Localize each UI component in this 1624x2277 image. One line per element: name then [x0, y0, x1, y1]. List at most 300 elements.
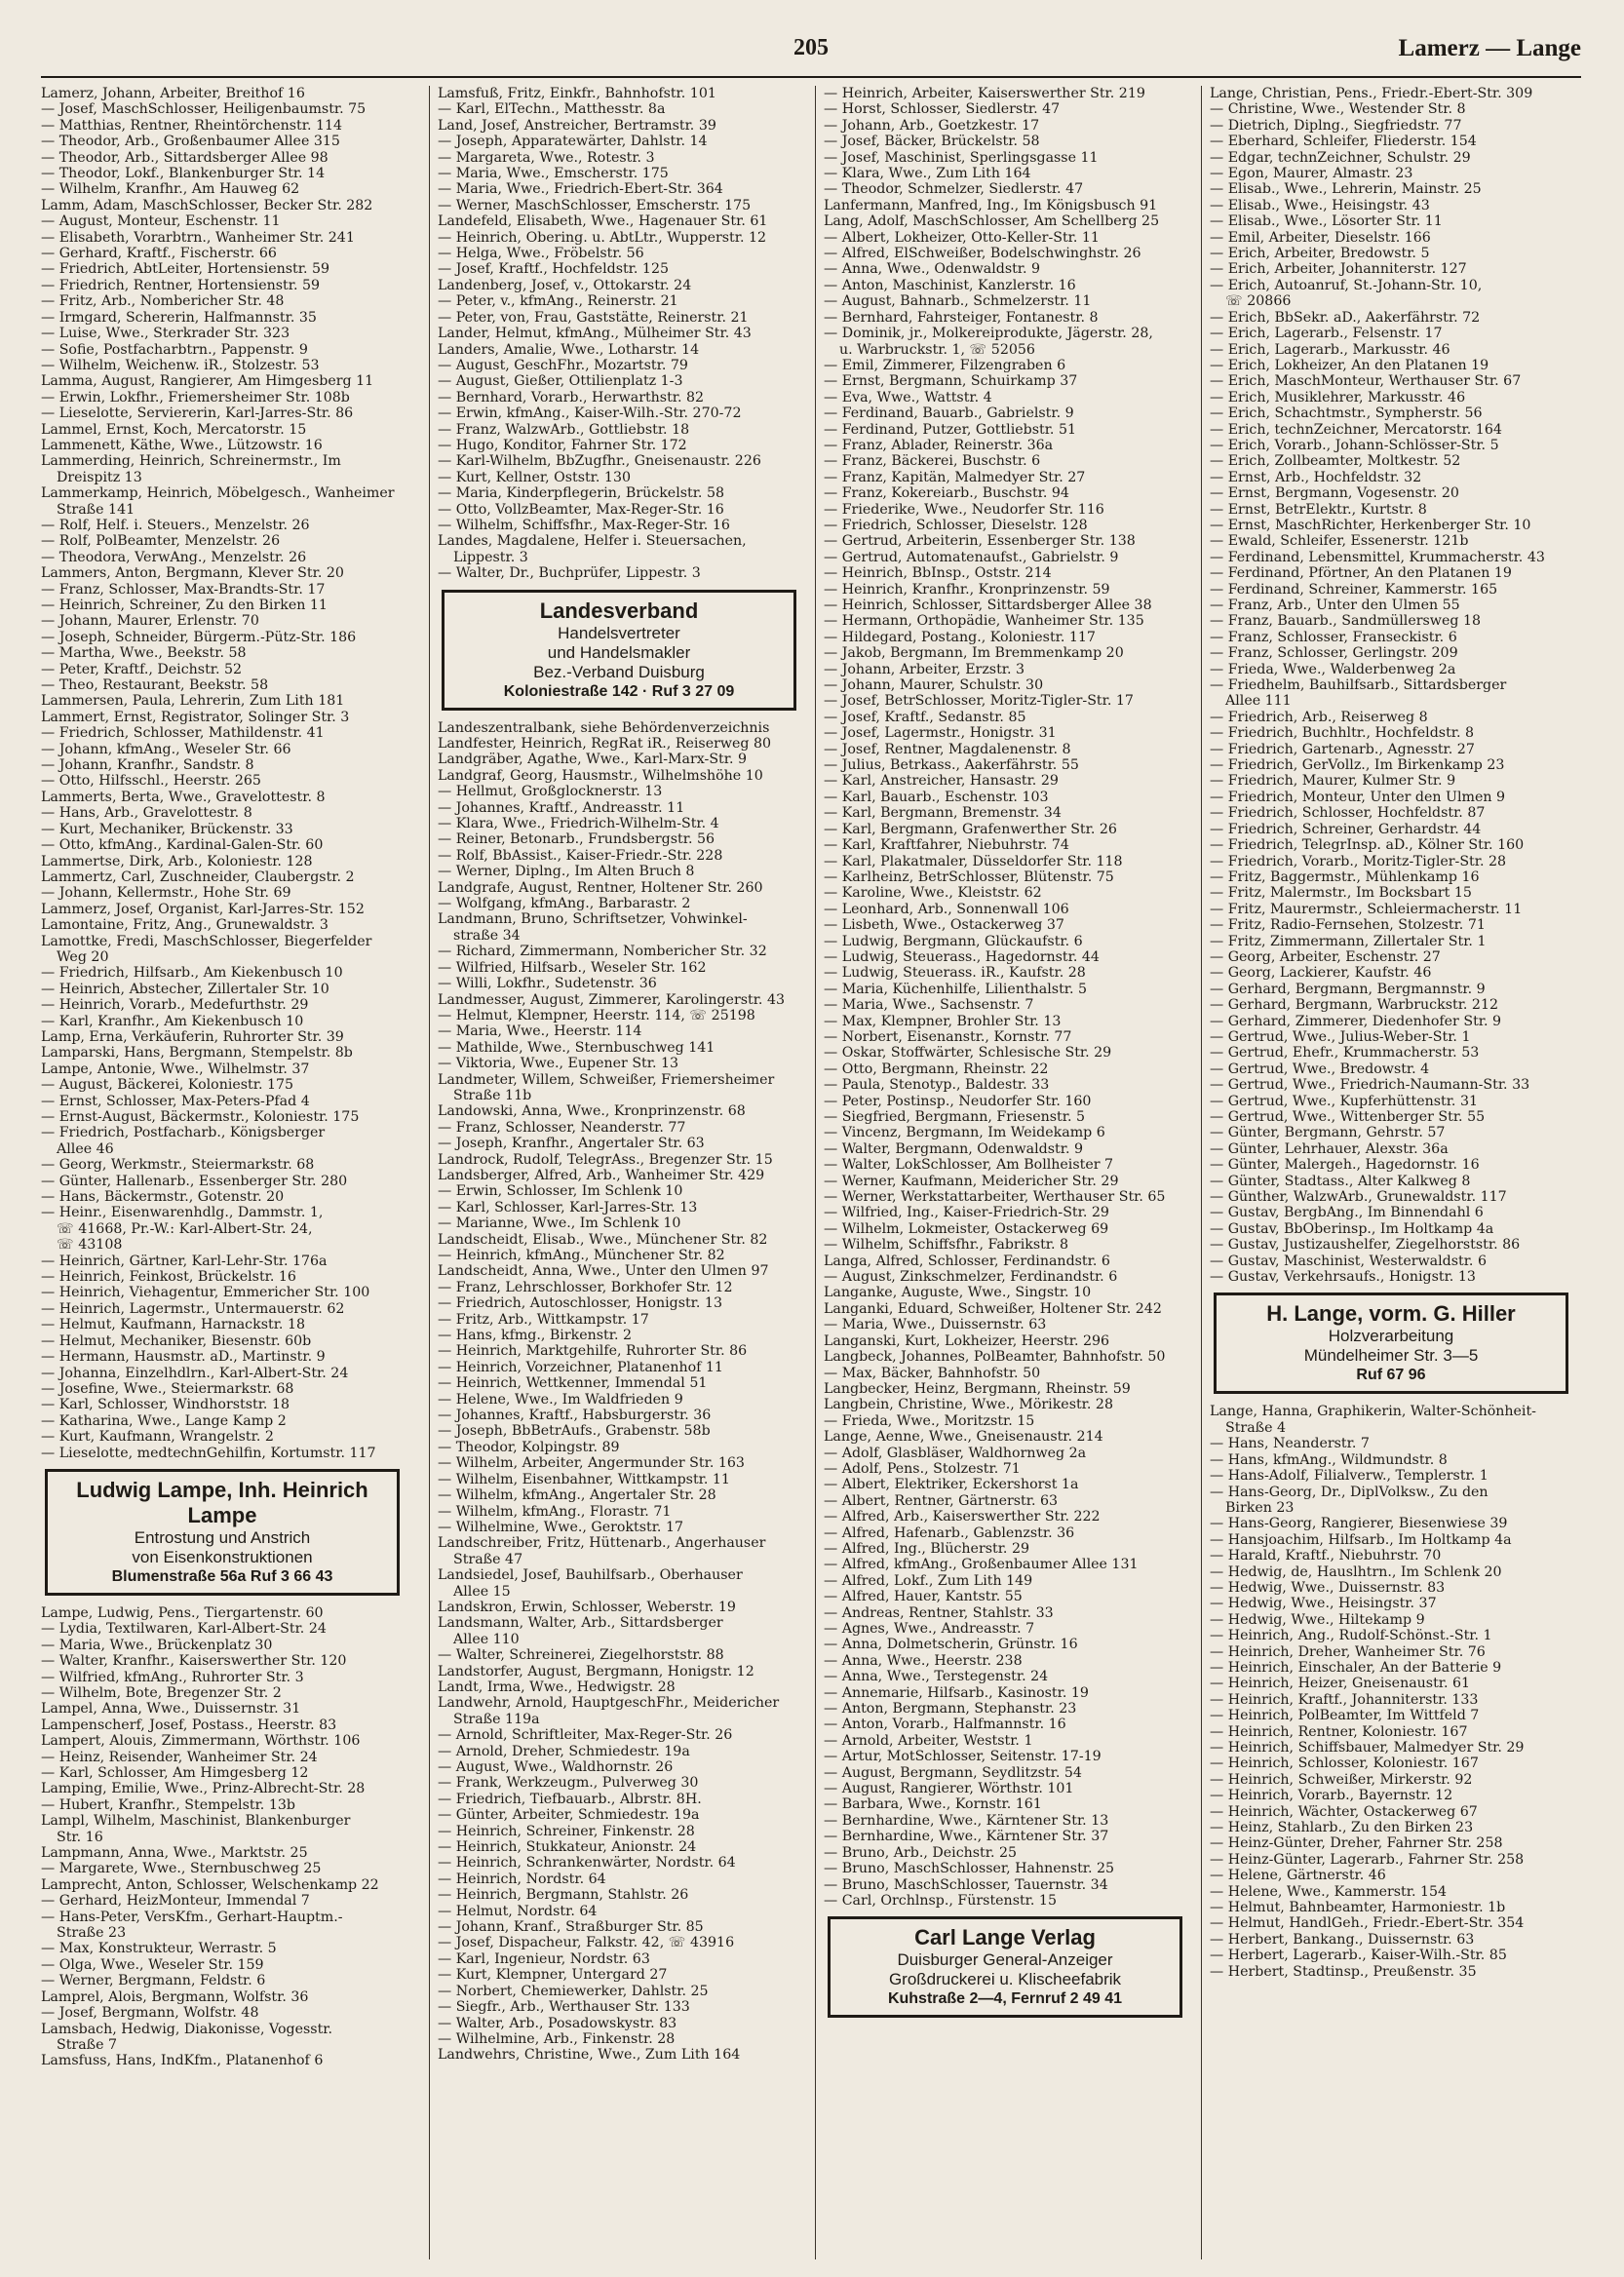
directory-entry: — Heinrich, Lagermstr., Untermauerstr. 62	[41, 1300, 345, 1317]
directory-entry: ☏ 41668, Pr.-W.: Karl-Albert-Str. 24,	[57, 1220, 313, 1237]
directory-entry: — Franz, Schlosser, Franseckistr. 6	[1210, 629, 1457, 645]
directory-entry: — Gerhard, Zimmerer, Diedenhofer Str. 9	[1210, 1013, 1502, 1029]
directory-entry: — Hans, Arb., Gravelottestr. 8	[41, 805, 252, 822]
directory-entry: — Johannes, Kraftf., Habsburgerstr. 36	[438, 1408, 712, 1424]
directory-entry: — Barbara, Wwe., Kornstr. 161	[824, 1796, 1042, 1813]
directory-entry: — Alfred, Arb., Kaiserswerther Str. 222	[824, 1509, 1101, 1525]
directory-entry: Lammerkamp, Heinrich, Möbelgesch., Wanheimer	[41, 485, 395, 502]
directory-entry: Landmeter, Willem, Schweißer, Friemersheimer	[438, 1071, 775, 1088]
directory-entry: Lange, Aenne, Wwe., Gneisenaustr. 214	[824, 1429, 1103, 1446]
directory-entry: — Ernst, MaschRichter, Herkenberger Str. 10	[1210, 517, 1531, 533]
directory-entry: — Gerhard, HeizMonteur, Immendal 7	[41, 1893, 310, 1910]
directory-entry: — Wilfried, Hilfsarb., Weseler Str. 162	[438, 959, 707, 976]
directory-entry: — Franz, Kokereiarb., Buschstr. 94	[824, 485, 1069, 502]
directory-entry: — Ernst, Bergmann, Schuirkamp 37	[824, 373, 1078, 390]
directory-entry: — Karl, Bauarb., Eschenstr. 103	[824, 789, 1049, 805]
advertisement-line: Handelsvertreter	[558, 623, 680, 642]
directory-entry: — Karl, Kraftfahrer, Niebuhrstr. 74	[824, 837, 1069, 854]
directory-entry: — Franz, Bäckerei, Buschstr. 6	[824, 453, 1041, 470]
directory-entry: — Bruno, MaschSchlosser, Tauernstr. 34	[824, 1876, 1108, 1893]
directory-entry: — Fritz, Radio-Fernsehen, Stolzestr. 71	[1210, 917, 1486, 934]
directory-entry: — Helmut, HandlGeh., Friedr.-Ebert-Str. 354	[1210, 1915, 1525, 1932]
directory-entry: Lampert, Alouis, Zimmermann, Wörthstr. 106	[41, 1733, 361, 1750]
directory-entry: — Werner, Kaufmann, Meidericher Str. 29	[824, 1173, 1119, 1189]
directory-entry: — Maria, Wwe., Friedrich-Ebert-Str. 364	[438, 181, 723, 198]
directory-entry: — Karl, Kranfhr., Am Kiekenbusch 10	[41, 1013, 304, 1029]
directory-entry: Lammertz, Carl, Zuschneider, Claubergstr. 2	[41, 868, 355, 885]
directory-entry: — Kurt, Klempner, Untergard 27	[438, 1967, 668, 1984]
directory-entry: Langanski, Kurt, Lokheizer, Heerstr. 296	[824, 1332, 1110, 1349]
directory-entry: — Albert, Lokheizer, Otto-Keller-Str. 11	[824, 229, 1100, 246]
directory-entry: Landgraf, Georg, Hausmstr., Wilhelmshöhe 10	[438, 767, 763, 784]
directory-entry: — Theodor, Arb., Sittardsberger Allee 98	[41, 149, 329, 166]
directory-entry: Lamping, Emilie, Wwe., Prinz-Albrecht-Str. 28	[41, 1781, 366, 1797]
directory-entry: — Klara, Wwe., Zum Lith 164	[824, 166, 1031, 182]
directory-entry: — Heinrich, Ang., Rudolf-Schönst.-Str. 1	[1210, 1628, 1492, 1644]
directory-entry: — Friederike, Wwe., Neudorfer Str. 116	[824, 501, 1104, 518]
directory-entry: — Karl, Schlosser, Am Himgesberg 12	[41, 1765, 309, 1781]
directory-entry: — Eva, Wwe., Wattstr. 4	[824, 389, 992, 405]
directory-entry: — Anton, Vorarb., Halfmannstr. 16	[824, 1717, 1066, 1733]
directory-entry: Straße 7	[57, 2036, 118, 2053]
running-head: Lamerz — Lange	[1398, 35, 1581, 61]
directory-entry: Langa, Alfred, Schlosser, Ferdinandstr. 6	[824, 1253, 1110, 1269]
advertisement-line: Ludwig Lampe, Inh. Heinrich Lampe	[76, 1477, 368, 1527]
directory-entry: — Anton, Maschinist, Kanzlerstr. 16	[824, 277, 1076, 293]
directory-entry: Straße 23	[57, 1925, 127, 1942]
directory-entry: — Herbert, Bankang., Duissernstr. 63	[1210, 1931, 1475, 1948]
directory-entry: — Ludwig, Steuerass., Hagedornstr. 44	[824, 948, 1100, 965]
directory-entry: Land, Josef, Anstreicher, Bertramstr. 39	[438, 117, 716, 134]
directory-entry: — Hans, Neanderstr. 7	[1210, 1436, 1370, 1452]
directory-entry: — Heinrich, Einschaler, An der Batterie 9	[1210, 1659, 1502, 1676]
directory-entry: — Sofie, Postfacharbtrn., Pappenstr. 9	[41, 341, 308, 358]
directory-entry: Landscheidt, Elisab., Wwe., Münchener Str. 82	[438, 1231, 768, 1248]
directory-entry: — Günter, Malergeh., Hagedornstr. 16	[1210, 1157, 1480, 1174]
directory-entry: — Georg, Werkmstr., Steiermarkstr. 68	[41, 1157, 315, 1174]
advertisement-line: Entrostung und Anstrich	[134, 1527, 311, 1547]
directory-entry: — Peter, Postinsp., Neudorfer Str. 160	[824, 1093, 1092, 1109]
directory-entry: — Theo, Restaurant, Beekstr. 58	[41, 677, 269, 694]
directory-entry: — Frieda, Wwe., Moritzstr. 15	[824, 1412, 1035, 1429]
directory-entry: — Julius, Betrkass., Aakerfährstr. 55	[824, 757, 1079, 774]
directory-entry: — Heinz, Stahlarb., Zu den Birken 23	[1210, 1820, 1474, 1836]
advertisement-box	[45, 1469, 400, 1596]
directory-entry: — Gustav, Verkehrsaufs., Honigstr. 13	[1210, 1269, 1476, 1286]
directory-entry: Lamparski, Hans, Bergmann, Stempelstr. 8b	[41, 1045, 353, 1061]
directory-entry: — Frank, Werkzeugm., Pulverweg 30	[438, 1775, 699, 1792]
directory-entry: — Maria, Wwe., Heerstr. 114	[438, 1023, 642, 1040]
directory-entry: — Josef, Kraftf., Hochfeldstr. 125	[438, 261, 670, 278]
directory-entry: — Oskar, Stoffwärter, Schlesische Str. 29	[824, 1045, 1112, 1061]
directory-entry: — Franz, Kapitän, Malmedyer Str. 27	[824, 469, 1086, 485]
directory-entry: — Kurt, Kaufmann, Wrangelstr. 2	[41, 1429, 274, 1446]
directory-entry: — Karlheinz, BetrSchlosser, Blütenstr. 75	[824, 868, 1114, 885]
directory-entry: Langanke, Auguste, Wwe., Singstr. 10	[824, 1285, 1092, 1301]
directory-entry: Landscheidt, Anna, Wwe., Unter den Ulmen 97	[438, 1263, 769, 1280]
directory-entry: — Karl-Wilhelm, BbZugfhr., Gneisenaustr. 226	[438, 453, 761, 470]
directory-entry: — Friedrich, Gartenarb., Agnesstr. 27	[1210, 741, 1475, 757]
directory-entry: — Maria, Wwe., Brückenplatz 30	[41, 1637, 273, 1653]
advertisement-line: Kuhstraße 2—4, Fernruf 2 49 41	[887, 1990, 1123, 2008]
advertisement-line: Koloniestraße 142 · Ruf 3 27 09	[503, 682, 735, 700]
directory-entry: — Ferdinand, Bauarb., Gabrielstr. 9	[824, 405, 1074, 422]
directory-entry: — Heinrich, kfmAng., Münchener Str. 82	[438, 1248, 725, 1263]
directory-entry: — Friedrich, Rentner, Hortensienstr. 59	[41, 277, 321, 293]
directory-entry: Lange, Christian, Pens., Friedr.-Ebert-Str. 309	[1210, 86, 1533, 101]
directory-entry: — Hermann, Hausmstr. aD., Martinstr. 9	[41, 1349, 326, 1366]
directory-entry: — Walter, Schreinerei, Ziegelhorststr. 88	[438, 1647, 724, 1664]
directory-entry: — Arnold, Dreher, Schmiedestr. 19a	[438, 1743, 690, 1759]
directory-entry: — Josef, BetrSchlosser, Moritz-Tigler-Str. 17	[824, 693, 1134, 710]
directory-entry: — Maria, Küchenhilfe, Lilienthalstr. 5	[824, 981, 1088, 997]
directory-entry: — Maria, Wwe., Sachsenstr. 7	[824, 997, 1034, 1014]
directory-entry: — Johann, kfmAng., Weseler Str. 66	[41, 741, 291, 757]
directory-entry: — Erich, Musiklehrer, Markusstr. 46	[1210, 389, 1466, 405]
directory-entry: — Gustav, BbOberinsp., Im Holtkamp 4a	[1210, 1220, 1494, 1237]
directory-entry: — Ernst, BetrElektr., Kurtstr. 8	[1210, 501, 1427, 518]
directory-entry: Lamma, August, Rangierer, Am Himgesberg 11	[41, 373, 374, 390]
directory-entry: — Wilhelm, Schiffsfhr., Max-Reger-Str. 16	[438, 517, 730, 533]
directory-entry: — Max, Klempner, Brohler Str. 13	[824, 1013, 1062, 1029]
directory-entry: — Johann, Arb., Goetzkestr. 17	[824, 117, 1040, 134]
directory-entry: — Wilhelm, Kranfhr., Am Hauweg 62	[41, 181, 300, 198]
directory-entry: — Bernhard, Vorarb., Herwarthstr. 82	[438, 389, 705, 405]
directory-entry: — Heinrich, Kranfhr., Kronprinzenstr. 59	[824, 581, 1110, 598]
directory-entry: — Elisab., Wwe., Lösorter Str. 11	[1210, 213, 1443, 230]
directory-entry: — Wilhelm, Schiffsfhr., Fabrikstr. 8	[824, 1237, 1069, 1254]
directory-entry: — Hans-Georg, Rangierer, Biesenwiese 39	[1210, 1516, 1508, 1532]
directory-entry: Lamontaine, Fritz, Ang., Grunewaldstr. 3	[41, 917, 329, 934]
directory-entry: — Karl, ElTechn., Matthesstr. 8a	[438, 101, 666, 118]
directory-entry: — Arnold, Schriftleiter, Max-Reger-Str. 26	[438, 1727, 733, 1744]
directory-entry: — Karl, Anstreicher, Hansastr. 29	[824, 773, 1059, 790]
page-header	[41, 29, 1581, 72]
directory-entry: — Josefine, Wwe., Steiermarkstr. 68	[41, 1380, 294, 1397]
directory-entry: — August, Monteur, Eschenstr. 11	[41, 213, 281, 230]
directory-entry: — Erwin, kfmAng., Kaiser-Wilh.-Str. 270-72	[438, 405, 742, 422]
directory-entry: — Marianne, Wwe., Im Schlenk 10	[438, 1216, 681, 1232]
directory-entry: — Lydia, Textilwaren, Karl-Albert-Str. 24	[41, 1621, 327, 1638]
directory-entry: — Anna, Dolmetscherin, Grünstr. 16	[824, 1637, 1078, 1653]
directory-entry: — Heinrich, Vorzeichner, Platanenhof 11	[438, 1359, 723, 1375]
directory-entry: — Friedrich, Schreiner, Gerhardstr. 44	[1210, 821, 1482, 837]
directory-entry: — Heinrich, PolBeamter, Im Wittfeld 7	[1210, 1708, 1480, 1724]
directory-entry: Lammerding, Heinrich, Schreinermstr., Im	[41, 453, 341, 470]
directory-entry: — Günter, Arbeiter, Schmiedestr. 19a	[438, 1807, 700, 1824]
directory-entry: — Siegfried, Bergmann, Friesenstr. 5	[824, 1109, 1086, 1125]
directory-entry: Landsiedel, Josef, Bauhilfsarb., Oberhauser	[438, 1567, 743, 1584]
directory-entry: Str. 16	[57, 1829, 103, 1845]
directory-entry: — Olga, Wwe., Weseler Str. 159	[41, 1956, 264, 1973]
directory-entry: — Hans-Georg, Dr., DiplVolksw., Zu den	[1210, 1484, 1489, 1500]
directory-entry: — Hans-Peter, VersKfm., Gerhart-Hauptm.-	[41, 1909, 343, 1925]
directory-entry: Lammenett, Käthe, Wwe., Lützowstr. 16	[41, 437, 323, 453]
directory-entry: — Walter, Kranfhr., Kaiserswerther Str. 120	[41, 1653, 347, 1670]
directory-entry: — Hugo, Konditor, Fahrner Str. 172	[438, 437, 687, 453]
directory-entry: — Heinrich, Schlosser, Sittardsberger Allee 38	[824, 598, 1152, 613]
directory-entry: — Hubert, Kranfhr., Stempelstr. 13b	[41, 1796, 295, 1813]
directory-entry: — Rolf, BbAssist., Kaiser-Friedr.-Str. 228	[438, 847, 723, 864]
directory-entry: — Ernst, Bergmann, Vogesenstr. 20	[1210, 485, 1459, 502]
directory-entry: — Helga, Wwe., Fröbelstr. 56	[438, 246, 644, 262]
directory-entry: — Helmut, Bahnbeamter, Harmoniestr. 1b	[1210, 1900, 1506, 1916]
advertisement-box	[442, 590, 796, 711]
directory-entry: — Anna, Wwe., Heerstr. 238	[824, 1652, 1023, 1669]
directory-entry: — Maria, Wwe., Emscherstr. 175	[438, 166, 669, 182]
directory-entry: — Richard, Zimmermann, Nombericher Str. 32	[438, 944, 767, 960]
directory-entry: — Ferdinand, Schreiner, Kammerstr. 165	[1210, 581, 1498, 598]
directory-entry: — Erich, BbSekr. aD., Aakerfährstr. 72	[1210, 309, 1481, 326]
directory-entry: — Friedrich, Postfacharb., Königsberger	[41, 1125, 326, 1141]
directory-entry: — Fritz, Arb., Wittkampstr. 17	[438, 1311, 649, 1328]
directory-entry: Lamerz, Johann, Arbeiter, Breithof 16	[41, 86, 305, 101]
directory-entry: — Heinz-Günter, Lagerarb., Fahrner Str. 258	[1210, 1851, 1525, 1868]
directory-entry: — Adolf, Pens., Stolzestr. 71	[824, 1460, 1021, 1477]
directory-entry: u. Warbruckstr. 1, ☏ 52056	[839, 341, 1035, 358]
directory-entry: — Werner, Bergmann, Feldstr. 6	[41, 1973, 266, 1989]
directory-entry: Lammers, Anton, Bergmann, Klever Str. 20	[41, 565, 344, 582]
directory-entry: — Bernhard, Fahrsteiger, Fontanestr. 8	[824, 309, 1099, 326]
directory-entry: — Emil, Zimmerer, Filzengraben 6	[824, 357, 1066, 373]
directory-entry: — Johanna, Einzelhdlrn., Karl-Albert-Str. 24	[41, 1365, 349, 1381]
directory-entry: — Heinrich, Arbeiter, Kaiserswerther Str. 219	[824, 86, 1145, 101]
directory-entry: — Hildegard, Postang., Koloniestr. 117	[824, 629, 1096, 645]
directory-entry: — Theodora, VerwAng., Menzelstr. 26	[41, 549, 307, 565]
directory-entry: — Gerhard, Bergmann, Warbruckstr. 212	[1210, 997, 1499, 1014]
directory-entry: Lanfermann, Manfred, Ing., Im Königsbusch 91	[824, 197, 1158, 213]
directory-entry: — Helene, Gärtnerstr. 46	[1210, 1868, 1386, 1884]
directory-entry: — Karl, Ingenieur, Nordstr. 63	[438, 1950, 650, 1967]
directory-entry: Allee 110	[453, 1631, 520, 1647]
directory-entry: — Wilhelm, Weichenw. iR., Stolzestr. 53	[41, 357, 320, 373]
directory-entry: — Karl, Bergmann, Grafenwerther Str. 26	[824, 821, 1117, 837]
directory-entry: — Otto, Bergmann, Rheinstr. 22	[824, 1061, 1049, 1077]
directory-entry: — Edgar, technZeichner, Schulstr. 29	[1210, 149, 1471, 166]
directory-entry: — Erich, Lokheizer, An den Platanen 19	[1210, 357, 1489, 373]
advertisement-line: Carl Lange Verlag	[914, 1925, 1096, 1950]
directory-entry: — Günther, WalzwArb., Grunewaldstr. 117	[1210, 1189, 1507, 1206]
directory-entry: — Willi, Lokfhr., Sudetenstr. 36	[438, 976, 657, 992]
directory-entry: Landmann, Bruno, Schriftsetzer, Vohwinkel-	[438, 911, 748, 928]
directory-entry: Allee 15	[453, 1583, 511, 1600]
directory-entry: — Joseph, BbBetrAufs., Grabenstr. 58b	[438, 1423, 711, 1440]
directory-entry: Landgräber, Agathe, Wwe., Karl-Marx-Str. 9	[438, 752, 748, 768]
directory-entry: — Albert, Elektriker, Eckershorst 1a	[824, 1477, 1079, 1493]
directory-entry: — Hermann, Orthopädie, Wanheimer Str. 135	[824, 613, 1144, 630]
directory-entry: — Gertrud, Wwe., Friedrich-Naumann-Str. 33	[1210, 1077, 1530, 1094]
directory-entry: — Friedrich, Schlosser, Hochfeldstr. 87	[1210, 805, 1486, 822]
directory-entry: — Friedrich, Maurer, Kulmer Str. 9	[1210, 773, 1456, 790]
directory-entry: Lampel, Anna, Wwe., Duissernstr. 31	[41, 1701, 301, 1717]
directory-entry: — Ludwig, Steuerass. iR., Kaufstr. 28	[824, 965, 1086, 982]
directory-entry: Langbeck, Johannes, PolBeamter, Bahnhofstr. 50	[824, 1349, 1166, 1366]
directory-entry: — Ferdinand, Lebensmittel, Krummacherstr. 43	[1210, 549, 1545, 565]
directory-entry: — Walter, Bergmann, Odenwaldstr. 9	[824, 1140, 1083, 1157]
directory-entry: — Heinrich, Viehagentur, Emmericher Str. 100	[41, 1285, 370, 1301]
directory-entry: — Wilhelm, kfmAng., Angertaler Str. 28	[438, 1487, 716, 1504]
directory-entry: — Mathilde, Wwe., Sternbuschweg 141	[438, 1039, 715, 1056]
directory-entry: — Wilfried, kfmAng., Ruhrorter Str. 3	[41, 1669, 304, 1685]
directory-entry: — Ferdinand, Putzer, Gottliebstr. 51	[824, 421, 1077, 438]
directory-entry: — Heinrich, Marktgehilfe, Ruhrorter Str. 86	[438, 1343, 748, 1360]
directory-entry: — Friedrich, Monteur, Unter den Ulmen 9	[1210, 789, 1506, 805]
directory-entry: — Heinrich, Heizer, Gneisenaustr. 61	[1210, 1676, 1471, 1692]
directory-entry: — Günter, Hallenarb., Essenberger Str. 280	[41, 1173, 348, 1189]
directory-entry: — Friedrich, Tiefbauarb., Albrstr. 8H.	[438, 1791, 702, 1807]
directory-entry: — Josef, Bäcker, Brückelstr. 58	[824, 134, 1040, 150]
directory-entry: — Josef, MaschSchlosser, Heiligenbaumstr. 75	[41, 101, 367, 118]
advertisement-line: und Handelsmakler	[547, 642, 691, 662]
directory-entry: — Adolf, Glasbläser, Waldhornweg 2a	[824, 1445, 1087, 1461]
directory-entry: Landfester, Heinrich, RegRat iR., Reiserweg 80	[438, 736, 772, 752]
directory-entry: — Hedwig, Wwe., Hiltekamp 9	[1210, 1611, 1425, 1628]
directory-entry: — Irmgard, Schererin, Halfmannstr. 35	[41, 309, 317, 326]
directory-entry: — Werner, MaschSchlosser, Emscherstr. 175	[438, 197, 752, 213]
advertisement-line: Holzverarbeitung	[1328, 1327, 1454, 1346]
directory-entry: — Fritz, Zimmermann, Zillertaler Str. 1	[1210, 933, 1487, 949]
directory-entry: Lammersen, Paula, Lehrerin, Zum Lith 181	[41, 693, 345, 710]
directory-entry: — Horst, Schlosser, Siedlerstr. 47	[824, 101, 1061, 118]
directory-entry: — Gertrud, Ehefr., Krummacherstr. 53	[1210, 1045, 1480, 1061]
directory-entry: — Fritz, Baggermstr., Mühlenkamp 16	[1210, 868, 1480, 885]
directory-entry: — Otto, VollzBeamter, Max-Reger-Str. 16	[438, 501, 724, 518]
directory-entry: Landers, Amalie, Wwe., Lotharstr. 14	[438, 341, 700, 358]
directory-entry: — Theodor, Schmelzer, Siedlerstr. 47	[824, 181, 1084, 198]
directory-entry: — Heinrich, Schreiner, Finkenstr. 28	[438, 1823, 695, 1839]
directory-entry: — Theodor, Kolpingstr. 89	[438, 1439, 620, 1455]
directory-entry: — Leonhard, Arb., Sonnenwall 106	[824, 901, 1069, 917]
directory-entry: Lampe, Ludwig, Pens., Tiergartenstr. 60	[41, 1604, 324, 1621]
directory-entry: Landeszentralbank, siehe Behördenverzeichnis	[438, 719, 770, 736]
directory-entry: — Joseph, Apparatewärter, Dahlstr. 14	[438, 134, 708, 150]
directory-entry: — Bernhardine, Wwe., Kärntener Str. 37	[824, 1829, 1109, 1845]
directory-entry: — Helmut, Nordstr. 64	[438, 1903, 598, 1919]
directory-entry: Lander, Helmut, kfmAng., Mülheimer Str. 43	[438, 326, 752, 342]
directory-entry: — Reiner, Betonarb., Frundsbergstr. 56	[438, 831, 715, 848]
directory-entry: — Hedwig, Wwe., Heisingstr. 37	[1210, 1596, 1437, 1612]
directory-entry: — Franz, Schlosser, Max-Brandts-Str. 17	[41, 581, 326, 598]
directory-entry: — Anna, Wwe., Odenwaldstr. 9	[824, 261, 1041, 278]
directory-entry: — Werner, Werkstattarbeiter, Werthauser Str. 65	[824, 1189, 1166, 1206]
directory-entry: Lamottke, Fredi, MaschSchlosser, Biegerfelder	[41, 933, 372, 949]
directory-entry: — Heinrich, Stukkateur, Anionstr. 24	[438, 1839, 697, 1856]
directory-entry: — Erich, Vorarb., Johann-Schlösser-Str. 5	[1210, 437, 1499, 453]
directory-entry: — Heinrich, Feinkost, Brückelstr. 16	[41, 1269, 296, 1286]
directory-entry: — Josef, Rentner, Magdalenenstr. 8	[824, 741, 1071, 757]
directory-entry: — Heinrich, Vorarb., Medefurthstr. 29	[41, 997, 309, 1014]
directory-entry: — Dietrich, Diplng., Siegfriedstr. 77	[1210, 117, 1462, 134]
directory-entry: — Alfred, kfmAng., Großenbaumer Allee 131	[824, 1557, 1139, 1573]
directory-entry: — Heinrich, Wächter, Ostackerweg 67	[1210, 1803, 1478, 1820]
advertisement-line: Duisburger General-Anzeiger	[897, 1950, 1113, 1970]
directory-entry: — Heinrich, Schiffsbauer, Malmedyer Str. 29	[1210, 1740, 1525, 1756]
directory-entry: — Friedrich, Schlosser, Mathildenstr. 41	[41, 725, 325, 742]
directory-entry: — Karoline, Wwe., Kleiststr. 62	[824, 885, 1042, 902]
directory-entry: — Friedrich, Buchhltr., Hochfeldstr. 8	[1210, 725, 1475, 742]
advertisement-line: Großdruckerei u. Klischeefabrik	[888, 1970, 1122, 1989]
directory-entry: — Egon, Maurer, Almastr. 23	[1210, 166, 1413, 182]
directory-entry: — Paula, Stenotyp., Baldestr. 33	[824, 1077, 1050, 1094]
directory-entry: Landskron, Erwin, Schlosser, Weberstr. 19	[438, 1599, 736, 1615]
directory-entry: Lampenscherf, Josef, Postass., Heerstr. 83	[41, 1717, 337, 1733]
directory-entry: Straße 4	[1225, 1419, 1287, 1436]
directory-entry: — Herbert, Lagerarb., Kaiser-Wilh.-Str. 85	[1210, 1948, 1507, 1964]
directory-entry: — Herbert, Stadtinsp., Preußenstr. 35	[1210, 1963, 1477, 1980]
directory-entry: — Gustav, Justizaushelfer, Ziegelhorststr. 86	[1210, 1237, 1521, 1254]
directory-entry: — Joseph, Schneider, Bürgerm.-Pütz-Str. 186	[41, 629, 357, 645]
directory-entry: — Rolf, PolBeamter, Menzelstr. 26	[41, 533, 281, 550]
directory-entry: Allee 46	[57, 1140, 114, 1157]
directory-entry: — Annemarie, Hilfsarb., Kasinostr. 19	[824, 1684, 1089, 1701]
directory-entry: — Artur, MotSchlosser, Seitenstr. 17-19	[824, 1749, 1102, 1765]
directory-entry: — Elisab., Wwe., Heisingstr. 43	[1210, 197, 1430, 213]
directory-entry: — Helene, Wwe., Im Waldfrieden 9	[438, 1391, 683, 1408]
directory-entry: Landgrafe, August, Rentner, Holtener Str. 260	[438, 879, 763, 896]
directory-entry: — Franz, Arb., Unter den Ulmen 55	[1210, 598, 1460, 613]
directory-entry: — Ferdinand, Pförtner, An den Platanen 19	[1210, 565, 1512, 582]
directory-entry: — Gerhard, Bergmann, Bergmannstr. 9	[1210, 981, 1486, 997]
directory-entry: — Fritz, Malermstr., Im Bocksbart 15	[1210, 885, 1472, 902]
directory-column-1	[41, 86, 404, 2259]
directory-entry: — Friedhelm, Bauhilfsarb., Sittardsberger	[1210, 677, 1507, 694]
directory-entry: — Maria, Kinderpflegerin, Brückelstr. 58	[438, 485, 725, 502]
directory-entry: Lammertse, Dirk, Arb., Koloniestr. 128	[41, 853, 313, 869]
directory-entry: — Heinrich, Gärtner, Karl-Lehr-Str. 176a	[41, 1253, 328, 1269]
directory-entry: — Franz, Schlosser, Gerlingstr. 209	[1210, 645, 1458, 662]
directory-entry: Landwehrs, Christine, Wwe., Zum Lith 164	[438, 2047, 741, 2064]
directory-entry: — Walter, LokSchlosser, Am Bollheister 7	[824, 1157, 1114, 1174]
directory-entry: — Ernst-August, Bäckermstr., Koloniestr. 175	[41, 1109, 360, 1125]
directory-entry: Langanki, Eduard, Schweißer, Holtener Str. 242	[824, 1300, 1162, 1317]
directory-entry: — Franz, Schlosser, Neanderstr. 77	[438, 1119, 686, 1136]
directory-entry: — Friedrich, Arb., Reiserweg 8	[1210, 709, 1428, 725]
directory-entry: — Alfred, ElSchweißer, Bodelschwinghstr. 26	[824, 246, 1141, 262]
directory-entry: — Heinrich, Schreiner, Zu den Birken 11	[41, 598, 328, 613]
directory-entry: — Anna, Wwe., Terstegenstr. 24	[824, 1669, 1049, 1685]
directory-entry: — Ewald, Schleifer, Essenerstr. 121b	[1210, 533, 1469, 550]
directory-entry: — Helmut, Mechaniker, Biesenstr. 60b	[41, 1332, 312, 1349]
directory-entry: — Alfred, Hafenarb., Gablenzstr. 36	[824, 1524, 1075, 1541]
directory-entry: — Otto, kfmAng., Kardinal-Galen-Str. 60	[41, 837, 324, 854]
directory-entry: — Erich, Zollbeamter, Moltkestr. 52	[1210, 453, 1461, 470]
directory-column-2	[429, 86, 800, 2259]
directory-entry: — Erwin, Schlosser, Im Schlenk 10	[438, 1183, 683, 1200]
directory-entry: — Heinz-Günter, Dreher, Fahrner Str. 258	[1210, 1835, 1503, 1852]
directory-entry: — Georg, Arbeiter, Eschenstr. 27	[1210, 948, 1441, 965]
directory-entry: — Heinrich, Nordstr. 64	[438, 1871, 606, 1887]
directory-entry: — Vincenz, Bergmann, Im Weidekamp 6	[824, 1125, 1105, 1141]
directory-entry: — Hans, kfmg., Birkenstr. 2	[438, 1328, 633, 1344]
directory-entry: — Wolfgang, kfmAng., Barbarastr. 2	[438, 896, 691, 912]
directory-entry: — Werner, Diplng., Im Alten Bruch 8	[438, 864, 695, 880]
directory-entry: — Heinrich, Schlosser, Koloniestr. 167	[1210, 1756, 1479, 1772]
directory-entry: — Gertrud, Automatenaufst., Gabrielstr. 9	[824, 549, 1119, 565]
directory-entry: — Karl, Schlosser, Karl-Jarres-Str. 13	[438, 1199, 698, 1216]
directory-columns	[41, 86, 1581, 2259]
directory-entry: Lamm, Adam, MaschSchlosser, Becker Str. 282	[41, 197, 373, 213]
header-rule	[41, 76, 1581, 78]
directory-entry: — Katharina, Wwe., Lange Kamp 2	[41, 1412, 287, 1429]
directory-entry: — Ludwig, Bergmann, Glückaufstr. 6	[824, 933, 1083, 949]
directory-entry: Lammert, Ernst, Registrator, Solinger Str. 3	[41, 709, 350, 725]
directory-entry: — Lieselotte, Serviererin, Karl-Jarres-Str. 86	[41, 405, 354, 422]
directory-entry: — Lieselotte, medtechnGehilfin, Kortumstr. 117	[41, 1445, 376, 1461]
directory-entry: — Heinz, Reisender, Wanheimer Str. 24	[41, 1749, 318, 1765]
directory-entry: Landsmann, Walter, Arb., Sittardsberger	[438, 1615, 723, 1632]
directory-entry: — Günter, Lehrhauer, Alexstr. 36a	[1210, 1140, 1449, 1157]
advertisement-box	[1214, 1293, 1568, 1394]
